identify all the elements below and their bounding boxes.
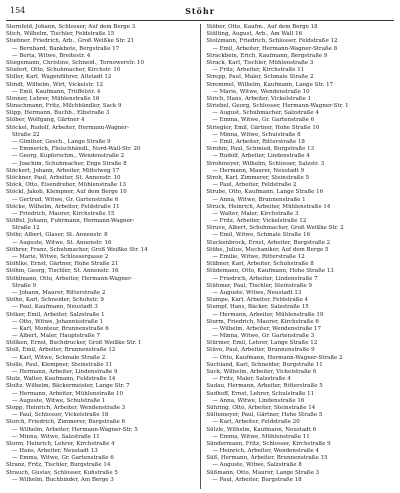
directory-entry: Stindt, Wilhelm, Wirt, Vickelstr. 12 [6,81,104,88]
directory-entry: Stumpe, Karl, Arbeiter, Feldstraße 4 [206,297,308,304]
page-number: 154 [10,6,26,15]
directory-entry: Stranz, Fritz, Tischler, Burgstraße 14 [6,462,111,469]
directory-entry: — Auguste, Witwe, Neustadt 13 [212,289,302,296]
directory-entry: Stölken, Ernst, Buchdrucker, Groß Weißke Str. 1 [6,340,142,347]
directory-entry: — Karl, Arbeiter, Feldstraße 20 [212,419,300,426]
directory-entry: — Minna, Witwe, Gr. Gartenstraße 3 [212,333,315,340]
directory-entry: Sühring, Otto, Arbeiter, Steinstraße 14 [206,404,316,411]
directory-entry: — Wilhelm, Arbeiter, Hermann-Wagner-Str. 5 [12,426,138,433]
directory-entry: Stolz, Walter, Kaufmann, Feldstraße 14 [6,376,116,383]
directory-entry: Sudhoff, Ernst, Lehrer, Schulstraße 11 [206,390,315,397]
directory-entry: Struve, Albert, Schuhmacher, Groß Weißke Str. 2 [206,225,344,232]
directory-entry: Stüdemann, Otto, Kaufmann, Hohe Straße 13 [206,268,334,275]
directory-entry: Stöker, Emil, Arbeiter, Salzstraße 1 [6,311,105,318]
directory-entry: Stolzmann, Friedrich, Schlosser, Feldstraße 12 [206,38,338,45]
directory-entry: Storch, Friedrich, Zimmerer, Burgstraße 6 [6,419,126,426]
directory-entry: — Anna, Witwe, Lindenstraße 16 [212,397,305,404]
directory-entry: — Hermann, Maurer, Neustadt 9 [212,167,305,174]
directory-entry: — Georg, Kupferschm., Wendenstraße 2 [12,153,125,160]
directory-entry: Stiefert, Otto, Schuhmacher, Kirchstr. 10 [6,67,121,74]
directory-entry: Stremmel, Wilhelm, Kaufmann, Lange Str. 17 [206,81,334,88]
directory-entry: Süß, Hermann, Arbeiter, Brunnenstraße 15 [206,455,328,462]
directory-entry: — Fritz, Arbeiter, Vickelstraße 12 [212,218,307,225]
directory-entry: Stumpf, Hans, Bäcker, Salzstraße 15 [206,304,309,311]
directory-entry: Stübner, Karl, Arbeiter, Schuhstraße 8 [206,261,314,268]
directory-entry: — Marie, Witwe, Schlossergasse 2 [12,254,109,260]
directory-entry: Strohmeyer, Wilhelm, Schlosser, Salzstr. 3 [206,160,325,167]
directory-entry: — Heinrich, Arbeiter, Wendenstraße 4 [212,448,320,455]
directory-entry: — Walter, Maler, Kirchstraße 3 [212,210,299,217]
directory-entry: Stiebner, Friedrich, Arb., Groß Weißke Str. 21 [6,38,135,45]
directory-entry: Straße 9 [12,282,37,289]
directory-entry: — Paul, Arbeiter, Feldstraße 2 [212,182,297,189]
directory-entry: — Paul, Kaufmann, Neustadt 3 [12,304,98,311]
directory-entry: — Otto, Witwe, Johannisstraße 1 [12,318,104,325]
directory-entry: — Auguste, Witwe, Salzstraße 8 [212,462,302,469]
directory-entry: Stoltz, Wilhelm, Bäckermeister, Lange Str. 7 [6,383,130,390]
directory-entry: — Wilhelm, Buchbinder, Am Berge 3 [12,476,114,483]
directory-entry: Strepp, Paul, Maler, Schmale Straße 2 [206,74,314,81]
directory-entry: — Rudolf, Arbeiter, Lindenstraße 4 [212,153,310,160]
directory-entry: — Auguste, Witwe, Schulstraße 1 [12,397,106,404]
directory-entry: Straße 22 [12,131,40,138]
directory-entry: Stübe, Julius, Mechaniker, Auf dem Berge 5 [206,246,329,253]
directory-entry: Sültemeyer, Paul, Gärtner, Hohe Straße 5 [206,412,323,419]
directory-entry: Stinschmann, Fritz, Milchhändler, Sack 9 [6,103,122,110]
directory-entry: Stöhlke, Ernst, Gärtner, Hohe Straße 21 [6,261,119,268]
directory-entry: Stoll, Emil, Arbeiter, Brunnenstraße 12 [6,347,116,354]
directory-entry: Strauch, Gustav, Schlosser, Kuhstraße 5 [6,469,118,476]
directory-entry: Struck, Heinrich, Arbeiter, Mühlenstraße 14 [206,203,331,210]
directory-entry: — Paul, Schlosser, Vickelstraße 18 [12,412,109,419]
directory-entry: Sturm, Friedrich, Maurer, Kirchstraße 6 [206,318,319,325]
directory-entry: Strube, Otto, Kaufmann, Lange Straße 16 [206,189,324,196]
directory-entry: — Otto, Kaufmann, Hermann-Wagner-Straße 2 [212,354,343,361]
directory-entry: — Fritz, Arbeiter, Kirchstraße 11 [212,67,305,74]
directory-entry: Suck, Wilhelm, Arbeiter, Vickelstraße 6 [206,369,317,375]
directory-entry: Suchland, Karl, Schneider, Burgstraße 11 [206,361,323,368]
directory-entry: — Hermann, Arbeiter, Mühlenstraße 19 [212,311,324,318]
directory-entry: Stöber, Wolfgang, Gärtner 4 [6,117,85,124]
directory-entry: — Gertrud, Witwe, Gr. Gartenstraße 6 [12,196,119,203]
directory-entry: — Berta, Witwe, Breitestr. 4 [12,52,91,59]
directory-entry: — Wilhelm, Arbeiter, Wendenstraße 17 [212,325,322,332]
directory-entry: Sternfeld, Johann, Schlosser, Auf dem Berge 3 [6,24,136,30]
directory-entry: — Albert, Maler, Hauptstraße 7 [12,333,101,340]
directory-entry: Stich, Wilhelm, Tischler, Feldstraße 15 [6,31,115,38]
directory-entry: Stöckel, Rudolf, Arbeiter, Hermann-Wagner- [6,124,130,131]
directory-entry: Stöcke, Wilhelm, Arbeiter, Feldstraße 11 [6,203,120,210]
directory-entry: — Karl, Witwe, Schmale Straße 2 [12,354,106,361]
directory-entry: Stöhm, Georg, Tischler, St. Annenstr. 16 [6,268,119,275]
directory-entry: — Hans, Arbeiter, Neustadt 13 [12,448,98,455]
directory-entry: Stölting, August, Arb., Am Wall 16 [206,31,303,38]
directory-entry: — Bernhard, Bankbote, Bergstraße 17 [12,45,120,52]
directory-entry: Stüve, Paul, Arbeiter, Brunnenstraße 9 [206,347,315,354]
directory-entry: Süßmann, Otto, Maurer, Lange Straße 3 [206,469,320,476]
directory-entry: Stiller, Karl, Wagenführer, Altstadt 12 [6,74,112,81]
column-divider [200,24,201,489]
right-column [206,24,394,489]
directory-columns [6,24,394,489]
directory-entry: — August, Schuhmacher, Salzstraße 4 [212,110,319,117]
directory-entry: Stöckner, Paul, Arbeiter, St. Annenstr. 10 [6,174,121,181]
directory-entry: Storm, Heinrich, Lehrer, Kirchstraße 4 [6,440,115,447]
left-column [6,24,194,489]
directory-entry: — Friedrich, Arbeiter, Lindenstraße 7 [212,275,318,282]
directory-entry: Stöber, Otto, Kaufm., Auf dem Berge 18 [206,24,318,30]
directory-entry: Strohm, Paul, Schmied, Burgstraße 13 [206,146,315,153]
directory-entry: Stürmer, Emil, Lehrer, Lange Straße 12 [206,340,318,347]
directory-entry: Stipp, Hermann, Buchb., Eibstraße 3 [6,110,110,117]
directory-entry: — Paul, Arbeiter, Burgstraße 18 [212,476,302,483]
directory-entry: Stöhrer, Franz, Schuhmacher, Groß Weißke Str. 14 [6,246,148,253]
directory-entry: — Minna, Witwe, Schulstraße 8 [212,131,301,138]
directory-entry: — Emilie, Witwe, Ritterstraße 12 [212,254,305,260]
directory-entry: — Emil, Arbeiter, Hermann-Wagner-Straße 8 [212,45,338,52]
directory-entry: Stöhlmann, Otto, Arbeiter, Hermann-Wagner- [6,275,133,282]
directory-entry: — Anna, Witwe, Brunnenstraße 1 [212,196,306,203]
directory-entry: — Hermann, Arbeiter, Lindenstraße 9 [12,369,118,375]
directory-entry: Stuckenbrock, Ernst, Arbeiter, Burgstraße 2 [206,239,331,246]
directory-entry: Stolle, Paul, Klempner, Steinstraße 11 [6,361,113,368]
directory-entry: Strich, Hans, Arbeiter, Vickelstraße 1 [206,95,312,102]
page-header [6,6,394,21]
directory-entry: — Karl, Monteur, Brunnenstraße 6 [12,325,109,332]
directory-entry: Striegler, Emil, Gärtner, Hohe Straße 10 [206,124,320,131]
directory-entry: — Emmerich, Fleischhändl., Nord-Wall-Str. 20 [12,146,141,153]
directory-entry: — Friedrich, Maurer, Kirchstraße 15 [12,210,115,217]
directory-entry: Stöhn, Karl, Schneider, Schuhstr. 9 [6,297,104,304]
directory-entry: Straße 12 [12,225,40,232]
directory-entry: Stöhr, Albert, Glaser, St. Annenstr. 8 [6,232,108,239]
directory-entry: — Johann, Maurer, Ritterstraße 2 [12,289,106,296]
directory-entry: — Emil, Kaufmann, Trüffelstr. 4 [12,88,101,95]
directory-entry: Stühmer, Paul, Tischler, Steinstraße 9 [206,282,313,289]
directory-entry: — Hermann, Arbeiter, Mühlenstraße 10 [12,390,124,397]
directory-entry: Sündermann, Fritz, Schlosser, Kirchstraße 9 [206,440,331,447]
directory-entry: — Joachim, Schuhmacher, Enge Straße 8 [12,160,127,167]
directory-entry: Sudau, Hermann, Arbeiter, Ritterstraße 5 [206,383,323,390]
directory-entry: — Emil, Witwe, Schmale Straße 16 [212,232,311,239]
directory-entry: Strack, Karl, Tischler, Mühlenstraße 3 [206,59,314,66]
directory-entry: — Auguste, Witwe, St. Annenstr. 16 [12,239,112,246]
directory-entry: Stiegemann, Christine, Schneid., Tornowerstr. 10 [6,59,144,66]
directory-entry: — Emma, Witwe, Mühlenstraße 11 [212,433,310,440]
directory-entry: Stopp, Heinrich, Arbeiter, Wendenstraße 3 [6,404,126,411]
directory-entry: — Emma, Witwe, Gr. Gartenstraße 6 [212,117,315,124]
directory-entry: Stroh, Karl, Zimmerer, Steinstraße 5 [206,174,309,181]
running-head: Stöhr [185,6,215,16]
directory-entry: — Marie, Witwe, Wendenstraße 10 [212,88,310,95]
directory-entry: Stinner, Lehrer, Mühlenstraße 16 [6,95,100,102]
directory-entry: Stöckert, Johann, Arbeiter, Mittelweg 17 [6,167,120,174]
directory-entry: — Emil, Arbeiter, Ritterstraße 18 [212,139,305,145]
directory-entry: Stöffel, Johann, Fuhrmann, Hermann-Wagner- [6,218,135,225]
directory-entry: Striebel, Georg, Schlosser, Hermann-Wagner-Str. 1 [206,103,349,110]
directory-entry: — Emma, Witwe, Gr. Gartenstraße 6 [12,455,114,462]
directory-entry: Stöckl, Jakob, Klempner, Auf dem Berge 10 [6,189,127,196]
directory-entry: Sülzle, Wilhelm, Kaufmann, Neustadt 6 [206,426,317,433]
directory-entry: — Günther, Gesch., Lange Straße 9 [12,139,111,145]
directory-entry: Strackbein, Erich, Kaufmann, Bergstraße 9 [206,52,328,59]
directory-entry: — Fritz, Maler, Salzstraße 4 [212,376,291,383]
directory-entry: Stöck, Otto, Eisendreher, Mühlenstraße 13 [6,182,126,189]
directory-entry: — Minna, Witwe, Salzstraße 11 [12,433,100,440]
